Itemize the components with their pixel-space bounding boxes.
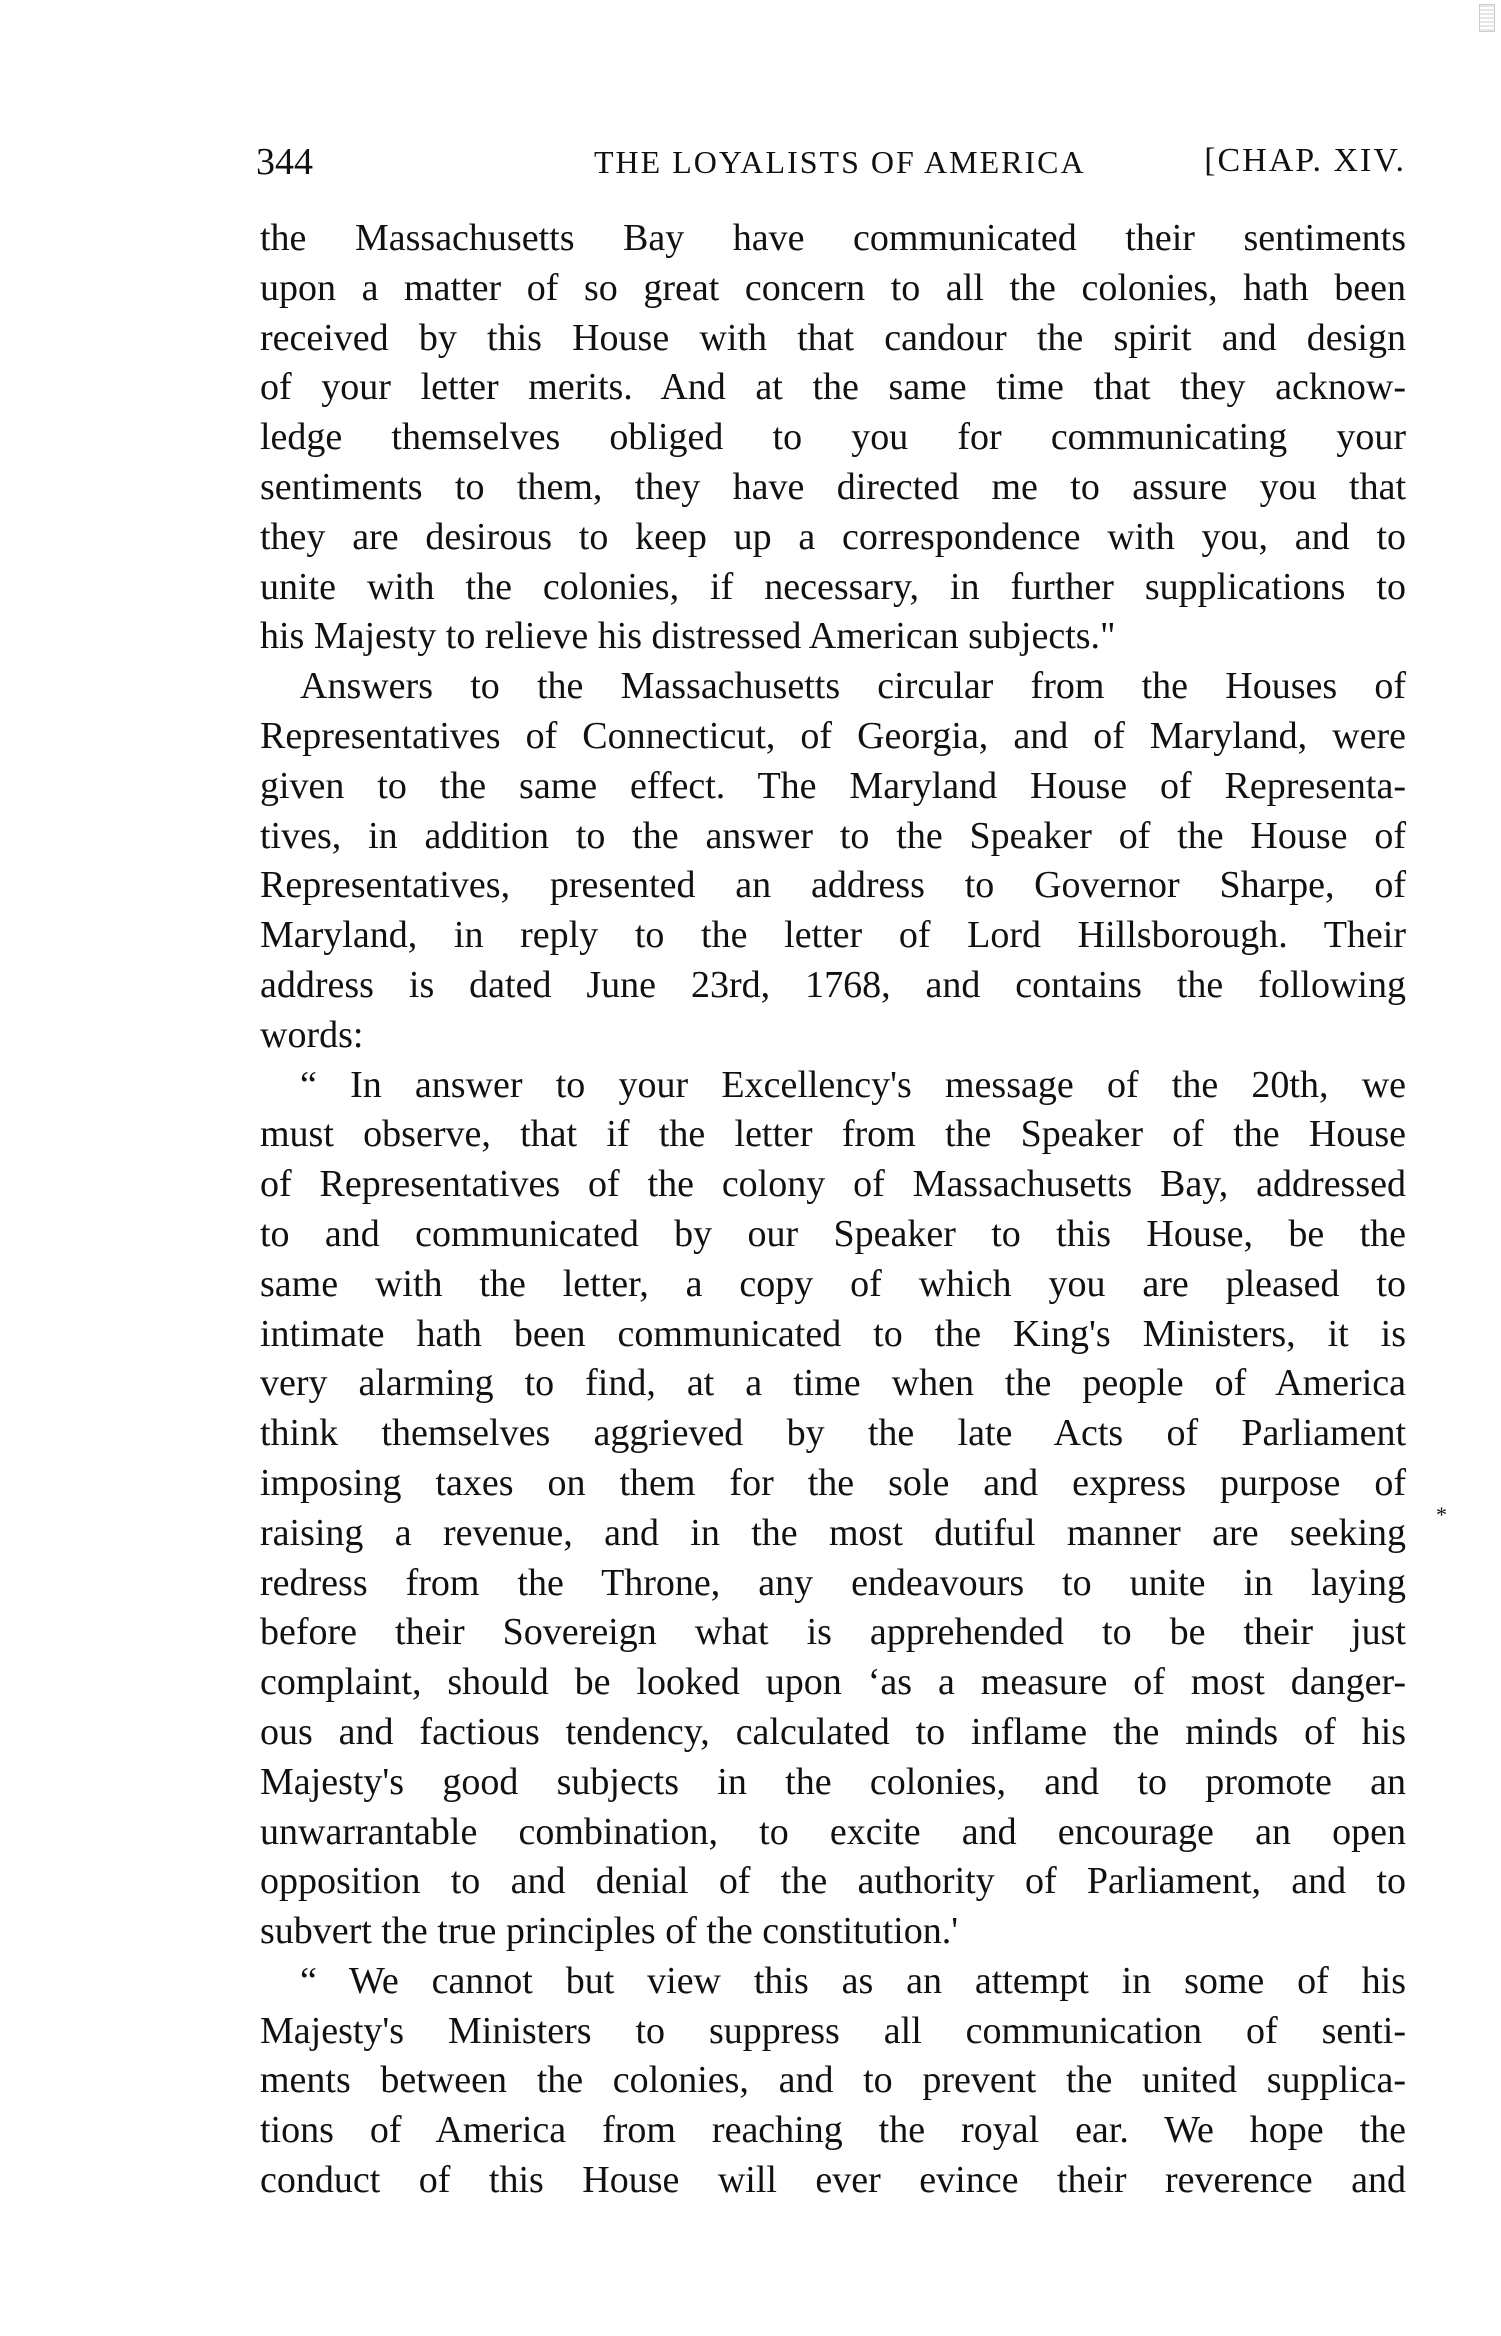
text-line: words: [260,1013,364,1056]
chapter-reference: [CHAP. XIV. [1204,142,1406,179]
text-line: very alarming to find, at a time when the people of America [260,1362,1406,1405]
text-line: Answers to the Massachusetts circular from the Houses of [300,665,1406,708]
text-line: Representatives, presented an address to Governor Sharpe, of [260,864,1406,907]
page-header [256,140,1406,190]
text-line: intimate hath been communicated to the King's Ministers, it is [260,1312,1406,1355]
text-line: ments between the colonies, and to prevent the united supplica- [260,2059,1406,2102]
text-line: opposition to and denial of the authority of Parliament, and to [260,1860,1406,1903]
text-line: must observe, that if the letter from the Speaker of the House [260,1113,1406,1156]
text-line: Maryland, in reply to the letter of Lord Hillsborough. Their [260,914,1406,957]
text-line: the Massachusetts Bay have communicated their sentiments [260,217,1406,259]
text-line: unwarrantable combination, to excite and encourage an open [260,1810,1406,1853]
text-line: sentiments to them, they have directed me to assure you that [260,465,1406,508]
text-line: “ In answer to your Excellency's message of the 20th, we [300,1063,1406,1106]
running-title: THE LOYALISTS OF AMERICA [594,144,1086,180]
text-line: Majesty's good subjects in the colonies, and to promote an [260,1760,1406,1803]
page-body [260,214,1406,2206]
text-line: imposing taxes on them for the sole and express purpose of [260,1461,1406,1504]
scan-corner-marker [1479,4,1495,32]
text-line: ous and factious tendency, calculated to inflame the minds of his [260,1710,1406,1753]
text-line: Representatives of Connecticut, of Georgia, and of Maryland, were [260,714,1406,757]
text-line: his Majesty to relieve his distressed American subjects." [260,615,1116,658]
text-line: address is dated June 23rd, 1768, and contains the following [260,963,1406,1006]
margin-mark: * [1436,1502,1447,1527]
text-line: given to the same effect. The Maryland House of Representa- [260,764,1406,807]
text-line: ledge themselves obliged to you for communicating your [260,416,1406,459]
text-line: upon a matter of so great concern to all the colonies, hath been [260,266,1406,309]
text-line: think themselves aggrieved by the late Acts of Parliament [260,1412,1406,1455]
text-line: tions of America from reaching the royal ear. We hope the [260,2109,1406,2152]
text-line: to and communicated by our Speaker to this House, be the [260,1212,1406,1255]
text-line: of Representatives of the colony of Massachusetts Bay, addressed [260,1163,1406,1206]
text-line: redress from the Throne, any endeavours to unite in laying [260,1561,1406,1604]
text-line: received by this House with that candour the spirit and design [260,316,1406,359]
text-line: before their Sovereign what is apprehended to be their just [260,1611,1406,1654]
text-line: of your letter merits. And at the same time that they acknow- [260,366,1406,409]
text-line: raising a revenue, and in the most dutiful manner are seeking [260,1511,1406,1554]
text-line: they are desirous to keep up a correspondence with you, and to [260,515,1406,558]
text-line: complaint, should be looked upon ‘as a measure of most danger- [260,1661,1406,1704]
text-line: Majesty's Ministers to suppress all communication of senti- [260,2009,1406,2052]
text-line: conduct of this House will ever evince their reverence and [260,2159,1406,2202]
text-line: “ We cannot but view this as an attempt in some of his [300,1959,1406,2002]
text-line: tives, in addition to the answer to the Speaker of the House of [260,814,1406,857]
text-line: subvert the true principles of the constitution.' [260,1910,959,1953]
page-number: 344 [256,141,313,183]
text-line: same with the letter, a copy of which you are pleased to [260,1262,1406,1305]
text-line: unite with the colonies, if necessary, in further supplications to [260,565,1406,608]
